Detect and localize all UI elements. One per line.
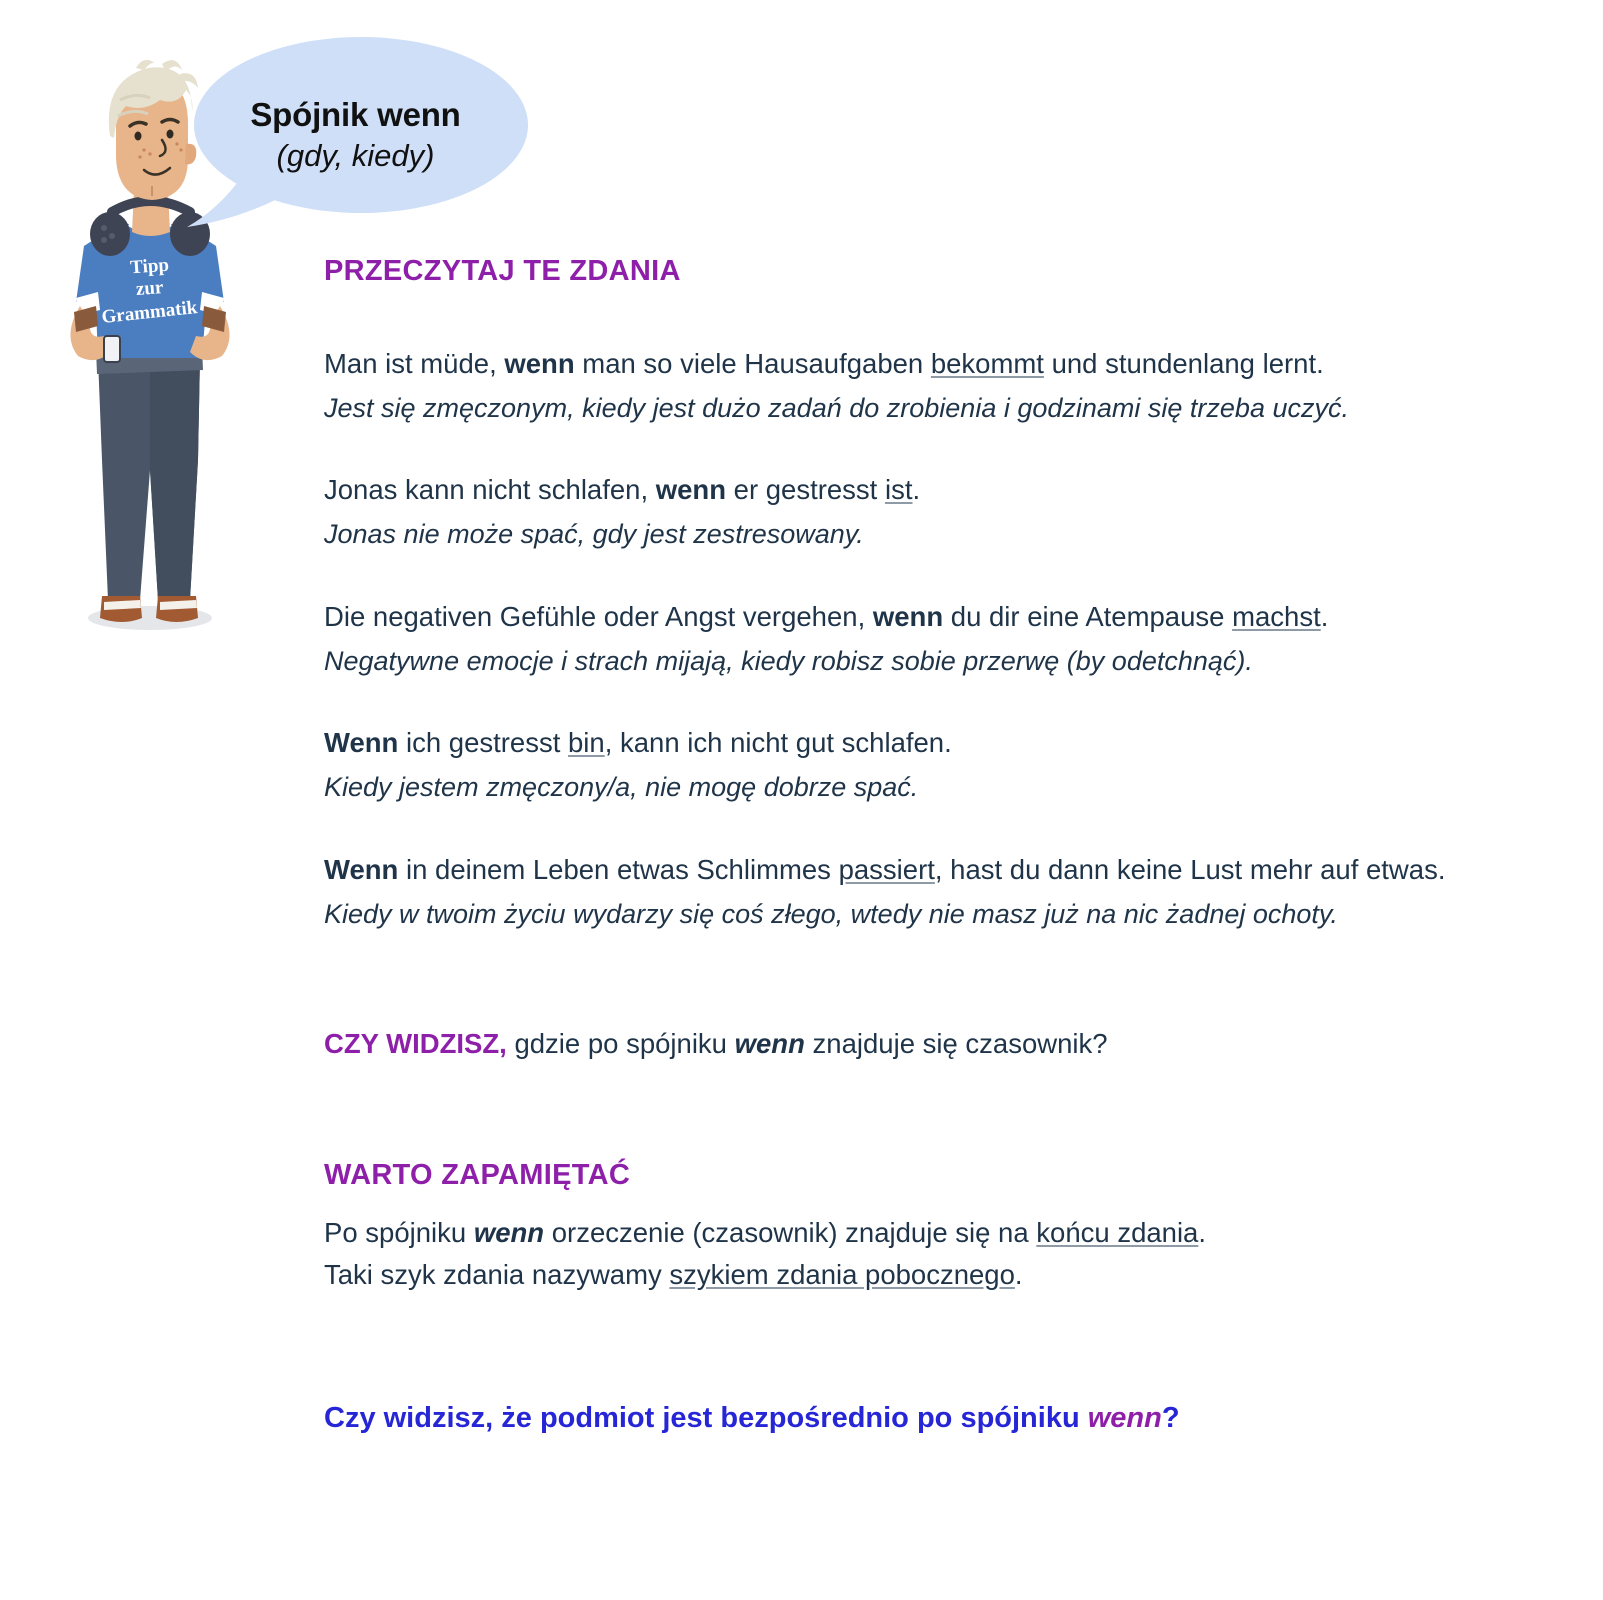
de-post: . — [1320, 600, 1329, 632]
de-underlined-verb: machst — [1232, 600, 1321, 632]
rule2-pre: Taki szyk zdania nazywamy — [324, 1259, 670, 1291]
rule1-pre: Po spójniku — [324, 1217, 474, 1249]
bubble-title: Spójnik wenn — [250, 96, 461, 133]
remember-rule-line-2 — [324, 1254, 1564, 1296]
polish-translation: Jest się zmęczonym, kiedy jest dużo zadań do zrobienia i godzinami się trzeba uczyć. — [324, 393, 1349, 424]
de-underlined-verb: bekommt — [930, 348, 1044, 379]
de-keyword: wenn — [872, 600, 944, 632]
polish-translation: Kiedy w twoim życiu wydarzy się coś złego, wtedy nie masz już na nic żadnej ochoty. — [324, 898, 1338, 929]
de-pre: Jonas kann nicht schlafen, — [324, 474, 656, 506]
rule2-post: . — [1014, 1259, 1023, 1291]
de-pre: Die negativen Gefühle oder Angst vergehen, — [324, 600, 873, 632]
german-sentence — [324, 344, 1564, 383]
de-keyword: wenn — [655, 474, 727, 506]
rule1-mid: orzeczenie (czasownik) znajduje się na — [544, 1217, 1037, 1249]
de-keyword: Wenn — [324, 727, 399, 759]
remember-block — [324, 1159, 1564, 1296]
final-emphasis: wenn — [1087, 1401, 1162, 1434]
german-sentence — [324, 723, 1564, 762]
heading-worth-remembering: WARTO ZAPAMIĘTAĆ — [324, 1159, 631, 1192]
de-mid: ich gestresst — [398, 727, 569, 759]
polish-translation: Kiedy jestem zmęczony/a, nie mogę dobrze spać. — [324, 772, 919, 803]
bubble-subtitle: (gdy, kiedy) — [276, 138, 435, 174]
lesson-content — [324, 255, 1564, 1435]
shirt-text-line-1: Tipp — [129, 254, 170, 279]
german-sentence — [324, 597, 1564, 636]
final-pre: Czy widzisz, że podmiot jest bezpośrednio po spójniku — [324, 1401, 1088, 1434]
sentence-pair — [324, 470, 1564, 553]
sentence-pair — [324, 344, 1564, 427]
de-underlined-verb: passiert — [838, 853, 935, 885]
question-emphasis: wenn — [734, 1027, 805, 1059]
de-mid: du dir eine Atempause — [943, 600, 1233, 632]
de-keyword: Wenn — [324, 853, 399, 885]
de-post: und stundenlang lernt. — [1043, 348, 1324, 379]
de-post: , hast du dann keine Lust mehr auf etwas. — [934, 853, 1446, 885]
question-mid: gdzie po spójniku — [506, 1027, 735, 1059]
question-lead: CZY WIDZISZ, — [324, 1027, 507, 1059]
de-mid: in deinem Leben etwas Schlimmes — [398, 853, 839, 885]
question-tail: znajduje się czasownik? — [804, 1027, 1108, 1059]
remember-rule-line-1 — [324, 1212, 1564, 1254]
sentence-list — [324, 344, 1564, 933]
final-tail: ? — [1161, 1401, 1180, 1434]
heading-read-sentences: PRZECZYTAJ TE ZDANIA — [324, 255, 681, 287]
german-sentence — [324, 470, 1564, 509]
phone-in-pocket — [104, 336, 120, 362]
rule1-emphasis: wenn — [473, 1217, 545, 1249]
question-prompt — [324, 1025, 1564, 1064]
de-mid: man so viele Hausaufgaben — [574, 348, 931, 379]
shirt-text-line-3: Grammatik — [100, 297, 199, 328]
de-post: , kann ich nicht gut schlafen. — [604, 727, 952, 759]
trousers-shade — [150, 358, 200, 600]
de-mid: er gestresst — [726, 474, 885, 506]
rule1-underlined: końcu zdania — [1036, 1217, 1199, 1249]
shirt-text-line-2: zur — [135, 277, 165, 300]
polish-translation: Jonas nie może spać, gdy jest zestresowany. — [324, 519, 864, 550]
de-underlined-verb: bin — [568, 727, 605, 759]
speech-bubble — [183, 33, 528, 233]
rule2-underlined: szykiem zdania pobocznego — [669, 1259, 1015, 1291]
sentence-pair — [324, 723, 1564, 806]
polish-translation: Negatywne emocje i strach mijają, kiedy robisz sobie przerwę (by odetchnąć). — [324, 645, 1253, 676]
final-question — [324, 1402, 1564, 1435]
rule1-post: . — [1198, 1217, 1206, 1249]
sentence-pair — [324, 850, 1564, 933]
german-sentence — [324, 850, 1564, 889]
de-pre: Man ist müde, — [324, 348, 505, 379]
de-post: . — [912, 474, 921, 506]
eye-left — [135, 132, 142, 141]
sentence-pair — [324, 597, 1564, 680]
speech-bubble-text — [183, 95, 528, 175]
de-underlined-verb: ist — [884, 474, 913, 506]
de-keyword: wenn — [504, 348, 575, 379]
eye-right — [167, 130, 174, 139]
